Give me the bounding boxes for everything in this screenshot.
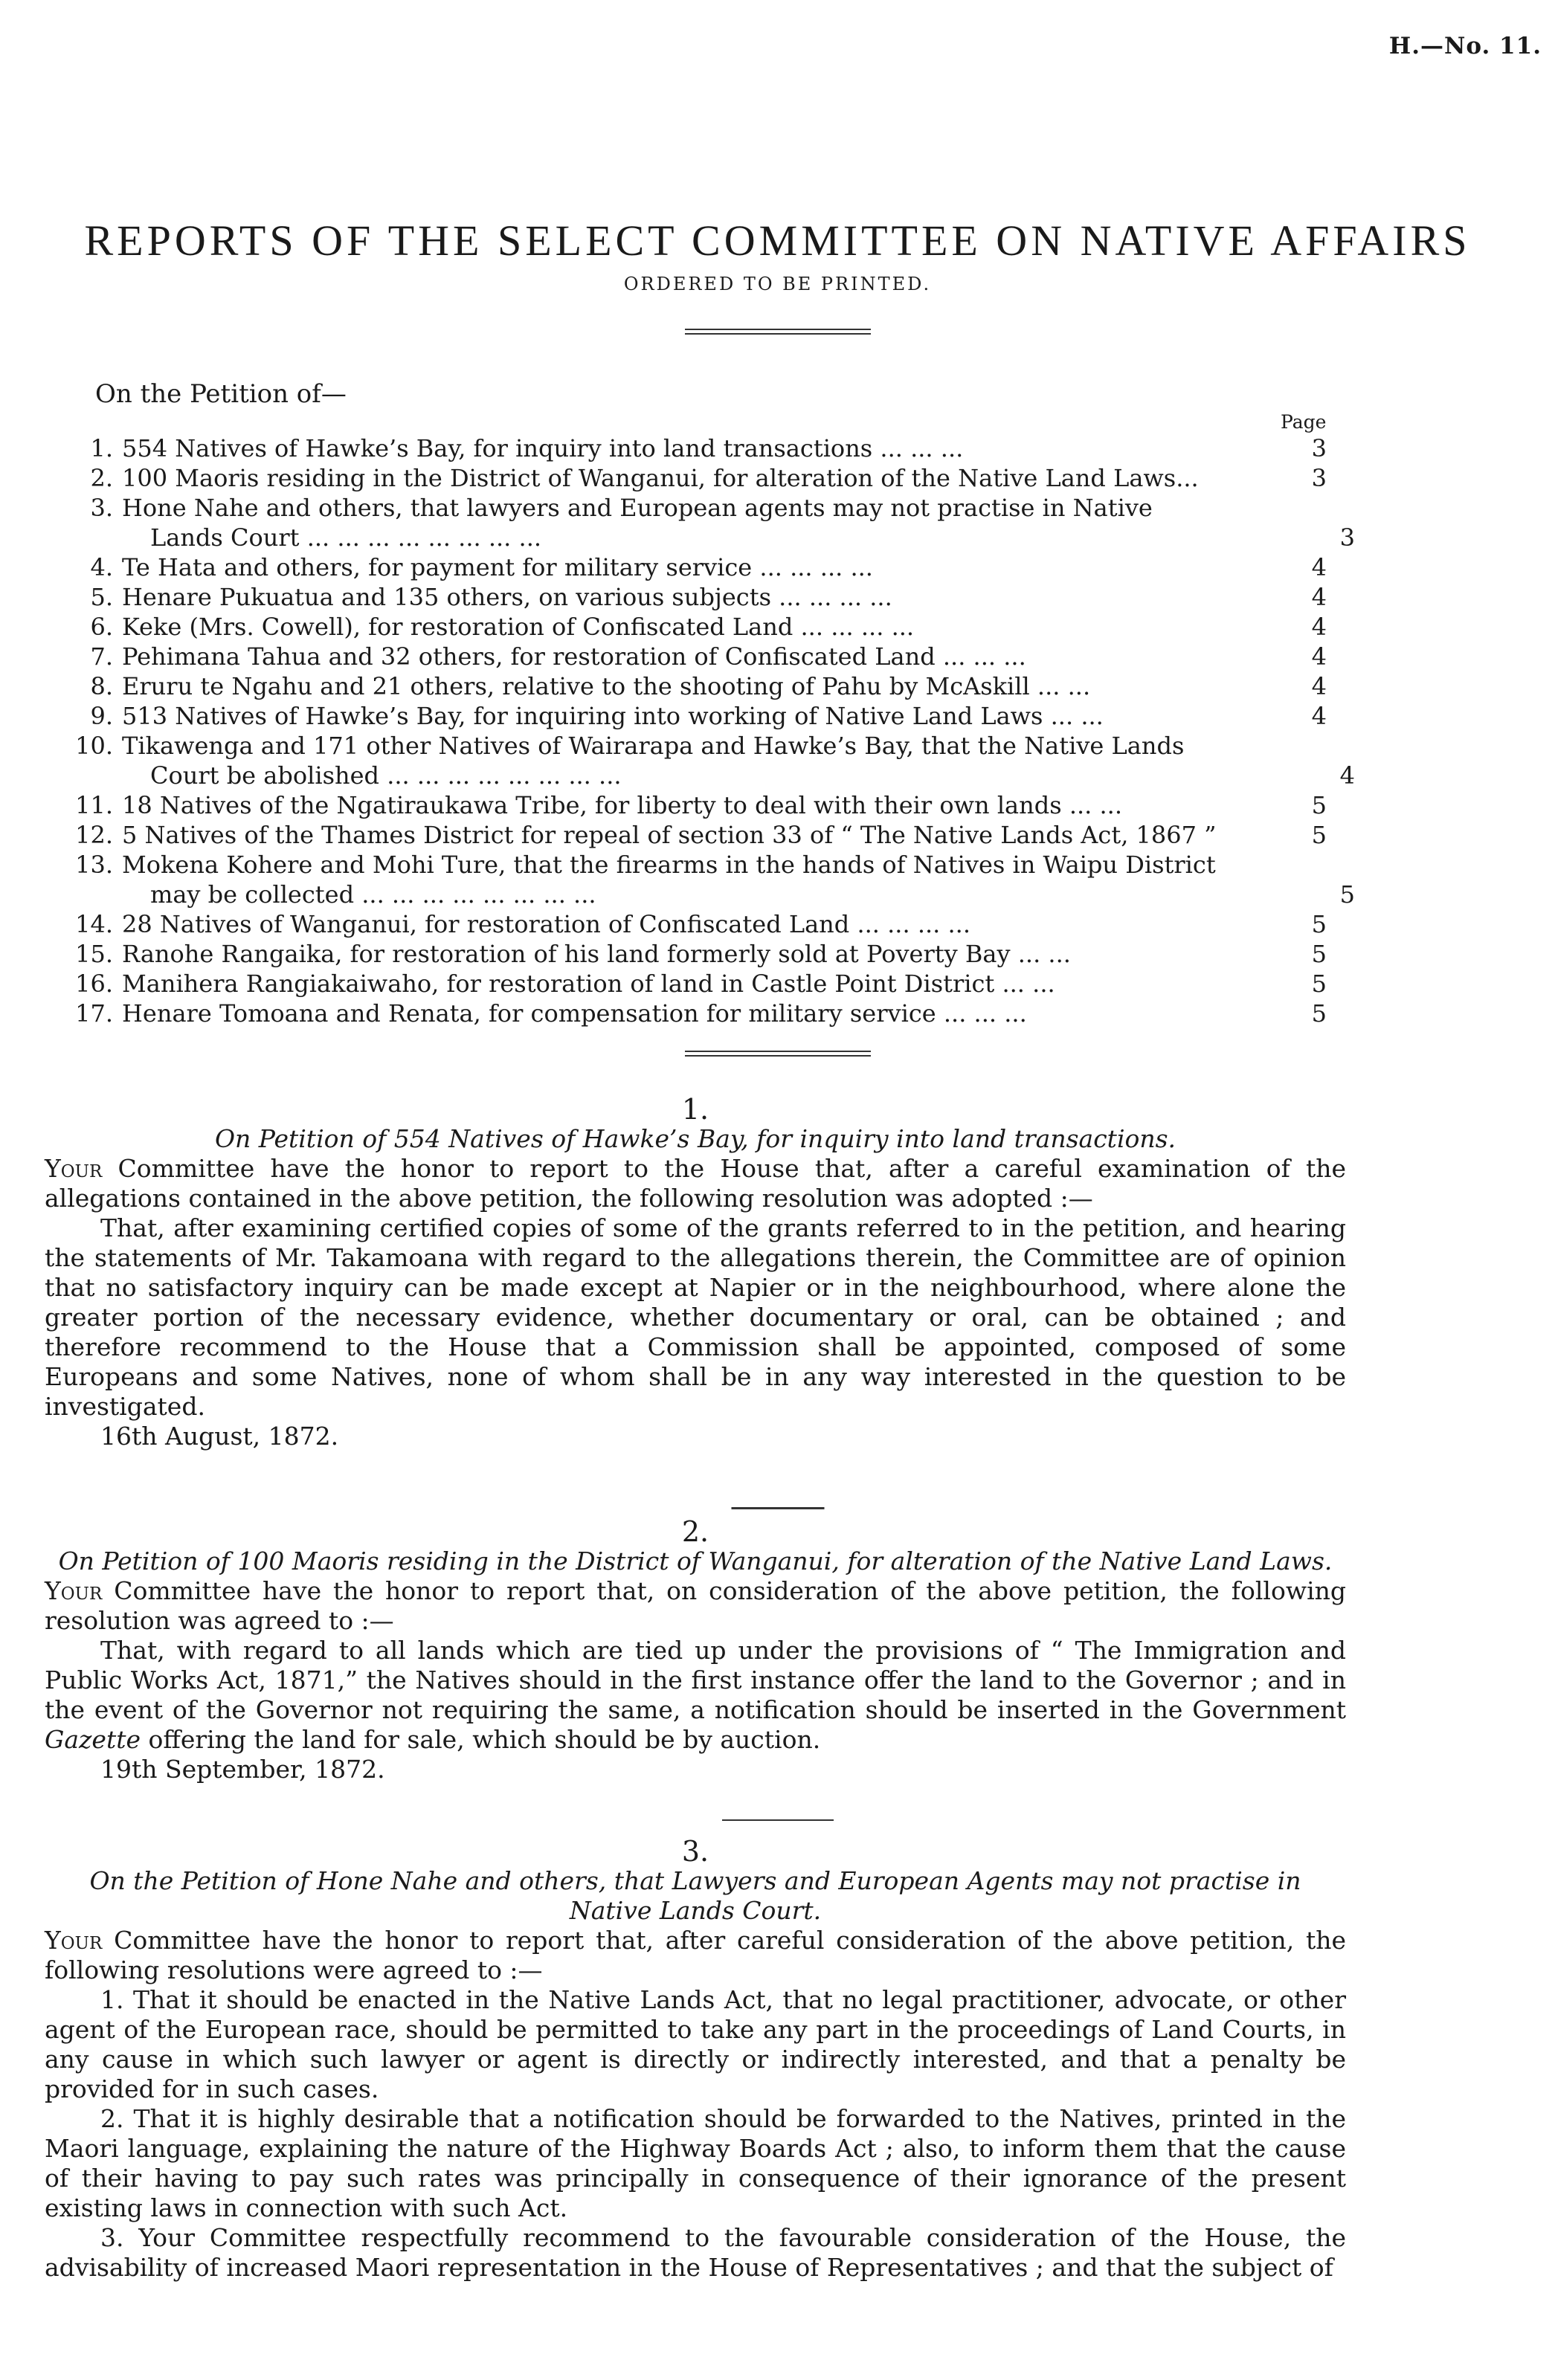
section-2-date: 19th September, 1872. — [100, 1755, 385, 1784]
section-3-lead-word: Your — [45, 1926, 103, 1955]
section-2-resolution-text-b: offering the land for sale, which should be by auction. — [141, 1725, 821, 1754]
contents-item-text: Mokena Kohere and Mohi Ture, that the firearms in the hands of Natives in Waipu District — [122, 851, 1216, 879]
contents-item-number: 4. — [90, 553, 113, 581]
section-1-resolution: That, after examining certified copies of some of the grants referred to in the petition, and hearing the statements of Mr. Takamoana with regard to the allegations therein, the Committee are of opinion that no satisfactory inquiry can be made except at Napier or in the neighbourhood, where alone the greater portion of the necessary evidence, whether documentary or oral, can be obtained ; and therefore recommend to the House that a Commission shall be appointed, composed of some Europeans and some Natives, none of whom shall be in any way interested in the question to be investigated. — [45, 1213, 1346, 1421]
contents-item-text: Court be abolished ... ... ... ... ... ... ... ... — [150, 761, 622, 790]
contents-item-text: Keke (Mrs. Cowell), for restoration of Confiscated Land ... ... ... ... — [122, 613, 915, 641]
section-1-date: 16th August, 1872. — [100, 1422, 339, 1451]
section-1-report-text: Committee have the honor to report to the House that, after a careful examination of the allegations contained in the above petition, the following resolution was adopted :— — [45, 1154, 1346, 1213]
contents-item — [45, 463, 1327, 493]
section-1-number: 1. — [681, 1093, 709, 1126]
contents-item — [45, 552, 1327, 582]
section-2-resolution-text-a: That, with regard to all lands which are tied up under the provisions of “ The Immigration and Public Works Act, 1871,” the Natives should in the first instance offer the land to the Governor ; and in the event of the Governor not requiring the same, a notification should be inserted in the Government — [45, 1636, 1346, 1724]
contents-item — [45, 761, 1355, 790]
contents-item-number: 12. — [75, 821, 113, 849]
contents-item-number: 11. — [75, 791, 113, 819]
contents-item-number: 13. — [75, 851, 113, 879]
contents-divider — [685, 1051, 871, 1057]
contents-item-number: 3. — [90, 494, 113, 522]
contents-item-page: 4 — [1339, 761, 1355, 790]
contents-item-page: 5 — [1311, 999, 1327, 1028]
contents-item-page: 5 — [1311, 970, 1327, 998]
contents-item-number: 7. — [90, 642, 113, 671]
contents-item — [45, 880, 1355, 909]
section-2-gazette: Gazette — [45, 1725, 141, 1754]
contents-item-text: Ranohe Rangaika, for restoration of his land formerly sold at Poverty Bay ... ... — [122, 940, 1071, 968]
contents-item-page: 5 — [1311, 821, 1327, 849]
contents-item-text: Pehimana Tahua and 32 others, for restoration of Confiscated Land ... ... ... — [122, 642, 1026, 671]
section-divider-1 — [731, 1507, 824, 1509]
contents-item-page: 4 — [1311, 553, 1327, 581]
contents-item-number: 16. — [75, 970, 113, 998]
contents-item-page: 3 — [1311, 434, 1327, 462]
contents-item — [45, 523, 1355, 552]
contents-item-number: 10. — [75, 732, 113, 760]
contents-item-text: 28 Natives of Wanganui, for restoration of Confiscated Land ... ... ... ... — [122, 910, 971, 938]
section-2 — [45, 1517, 1346, 1784]
contents-item — [45, 939, 1327, 969]
contents-item-page: 5 — [1311, 791, 1327, 819]
contents-item-text: may be collected ... ... ... ... ... ... ... ... — [150, 880, 596, 909]
contents-item-text: 513 Natives of Hawke’s Bay, for inquiring into working of Native Land Laws ... ... — [122, 702, 1104, 730]
contents-item-text: Te Hata and others, for payment for military service ... ... ... ... — [122, 553, 873, 581]
section-3-resolution-1: 1. That it should be enacted in the Native Lands Act, that no legal practitioner, advocate, or other agent of the European race, should be permitted to take any part in the proceedings of Land Courts, in any cause in which such lawyer or agent is directly or indirectly interested, and that a penalty be provided for in such cases. — [45, 1985, 1346, 2103]
section-1-report — [45, 1154, 1346, 1213]
document-title: REPORTS OF THE SELECT COMMITTEE ON NATIVE AFFAIRS — [84, 216, 1471, 265]
document-subtitle: ORDERED TO BE PRINTED. — [623, 274, 932, 294]
contents-item-page: 3 — [1339, 523, 1355, 552]
contents-item — [45, 701, 1327, 731]
section-3-title: On the Petition of Hone Nahe and others, that Lawyers and European Agents may not practise in Native Lands Court. — [89, 1866, 1301, 1925]
contents-item-page: 4 — [1311, 583, 1327, 611]
contents-item — [45, 731, 1309, 761]
contents-item — [45, 582, 1327, 612]
contents-item — [45, 642, 1327, 671]
contents-item-text: Manihera Rangiakaiwaho, for restoration of land in Castle Point District ... ... — [122, 970, 1055, 998]
section-1 — [45, 1094, 1346, 1451]
contents-item — [45, 909, 1327, 939]
contents-item-page: 5 — [1311, 940, 1327, 968]
section-3-report-text: Committee have the honor to report that, after careful consideration of the above petition, the following resolutions were agreed to :— — [45, 1926, 1346, 1984]
page-identifier: H.—No. 11. — [1388, 33, 1542, 59]
contents-item — [45, 969, 1327, 999]
contents-item-text: Eruru te Ngahu and 21 others, relative to the shooting of Pahu by McAskill ... ... — [122, 672, 1091, 700]
contents-item-page: 3 — [1311, 464, 1327, 492]
contents-item-page: 5 — [1311, 910, 1327, 938]
contents-item-number: 5. — [90, 583, 113, 611]
contents-item — [45, 820, 1327, 850]
section-3-number: 3. — [681, 1835, 709, 1868]
contents-item-page: 5 — [1339, 880, 1355, 909]
contents-item — [45, 790, 1327, 820]
contents-intro: On the Petition of— — [95, 379, 347, 409]
contents-item-number: 8. — [90, 672, 113, 700]
section-3-resolution-3: 3. Your Committee respectfully recommend to the favourable consideration of the House, the advisability of increased Maori representation in the House of Representatives ; and that the subject of — [45, 2223, 1346, 2282]
contents-item-page: 4 — [1311, 702, 1327, 730]
section-2-report — [45, 1576, 1346, 1636]
contents-item — [45, 850, 1309, 880]
contents-item-text: Tikawenga and 171 other Natives of Wairarapa and Hawke’s Bay, that the Native Lands — [122, 732, 1185, 760]
contents-page-heading: Page — [1281, 411, 1327, 433]
contents-item-page: 4 — [1311, 672, 1327, 700]
contents-item-number: 2. — [90, 464, 113, 492]
section-2-number: 2. — [681, 1515, 709, 1548]
contents-item-number: 6. — [90, 613, 113, 641]
contents-item-number: 1. — [90, 434, 113, 462]
contents-item — [45, 433, 1327, 463]
section-2-lead-word: Your — [45, 1576, 103, 1605]
contents-item-number: 15. — [75, 940, 113, 968]
section-2-report-text: Committee have the honor to report that, on consideration of the above petition, the following resolution was agreed to :— — [45, 1576, 1346, 1635]
contents-item-text: 5 Natives of the Thames District for repeal of section 33 of “ The Native Lands Act, 1867 ” — [122, 821, 1217, 849]
contents-item-page: 4 — [1311, 613, 1327, 641]
section-1-title: On Petition of 554 Natives of Hawke’s Bay, for inquiry into land transactions. — [214, 1124, 1176, 1153]
contents-item-text: Henare Tomoana and Renata, for compensation for military service ... ... ... — [122, 999, 1027, 1028]
contents-item — [45, 612, 1327, 642]
section-2-title: On Petition of 100 Maoris residing in the District of Wanganui, for alteration of the Native Land Laws. — [58, 1547, 1333, 1576]
contents-item-page: 4 — [1311, 642, 1327, 671]
contents-item-text: 100 Maoris residing in the District of Wanganui, for alteration of the Native Land Laws... — [122, 464, 1199, 492]
contents-item — [45, 999, 1327, 1028]
contents-item-text: 18 Natives of the Ngatiraukawa Tribe, for liberty to deal with their own lands ... ... — [122, 791, 1123, 819]
contents-item-text: Lands Court ... ... ... ... ... ... ... ... — [150, 523, 542, 552]
section-2-resolution — [45, 1636, 1346, 1755]
contents-item-number: 14. — [75, 910, 113, 938]
contents-item-number: 17. — [75, 999, 113, 1028]
section-1-lead-word: Your — [45, 1154, 103, 1183]
section-3-resolution-2: 2. That it is highly desirable that a notification should be forwarded to the Natives, printed in the Maori language, explaining the nature of the Highway Boards Act ; also, to inform them that the cause of their having to pay such rates was principally in consequence of their ignorance of the present existing laws in connection with such Act. — [45, 2104, 1346, 2222]
title-divider — [685, 329, 871, 335]
section-divider-2 — [722, 1819, 834, 1821]
contents-item-text: Henare Pukuatua and 135 others, on various subjects ... ... ... ... — [122, 583, 892, 611]
contents-item-text: Hone Nahe and others, that lawyers and European agents may not practise in Native — [122, 494, 1153, 522]
section-3-report — [45, 1926, 1346, 1985]
contents-item-number: 9. — [90, 702, 113, 730]
contents-item — [45, 671, 1327, 701]
contents-item-text: 554 Natives of Hawke’s Bay, for inquiry into land transactions ... ... ... — [122, 434, 964, 462]
section-3 — [45, 1836, 1346, 2283]
contents-item — [45, 493, 1309, 523]
contents-list — [45, 433, 1355, 1028]
